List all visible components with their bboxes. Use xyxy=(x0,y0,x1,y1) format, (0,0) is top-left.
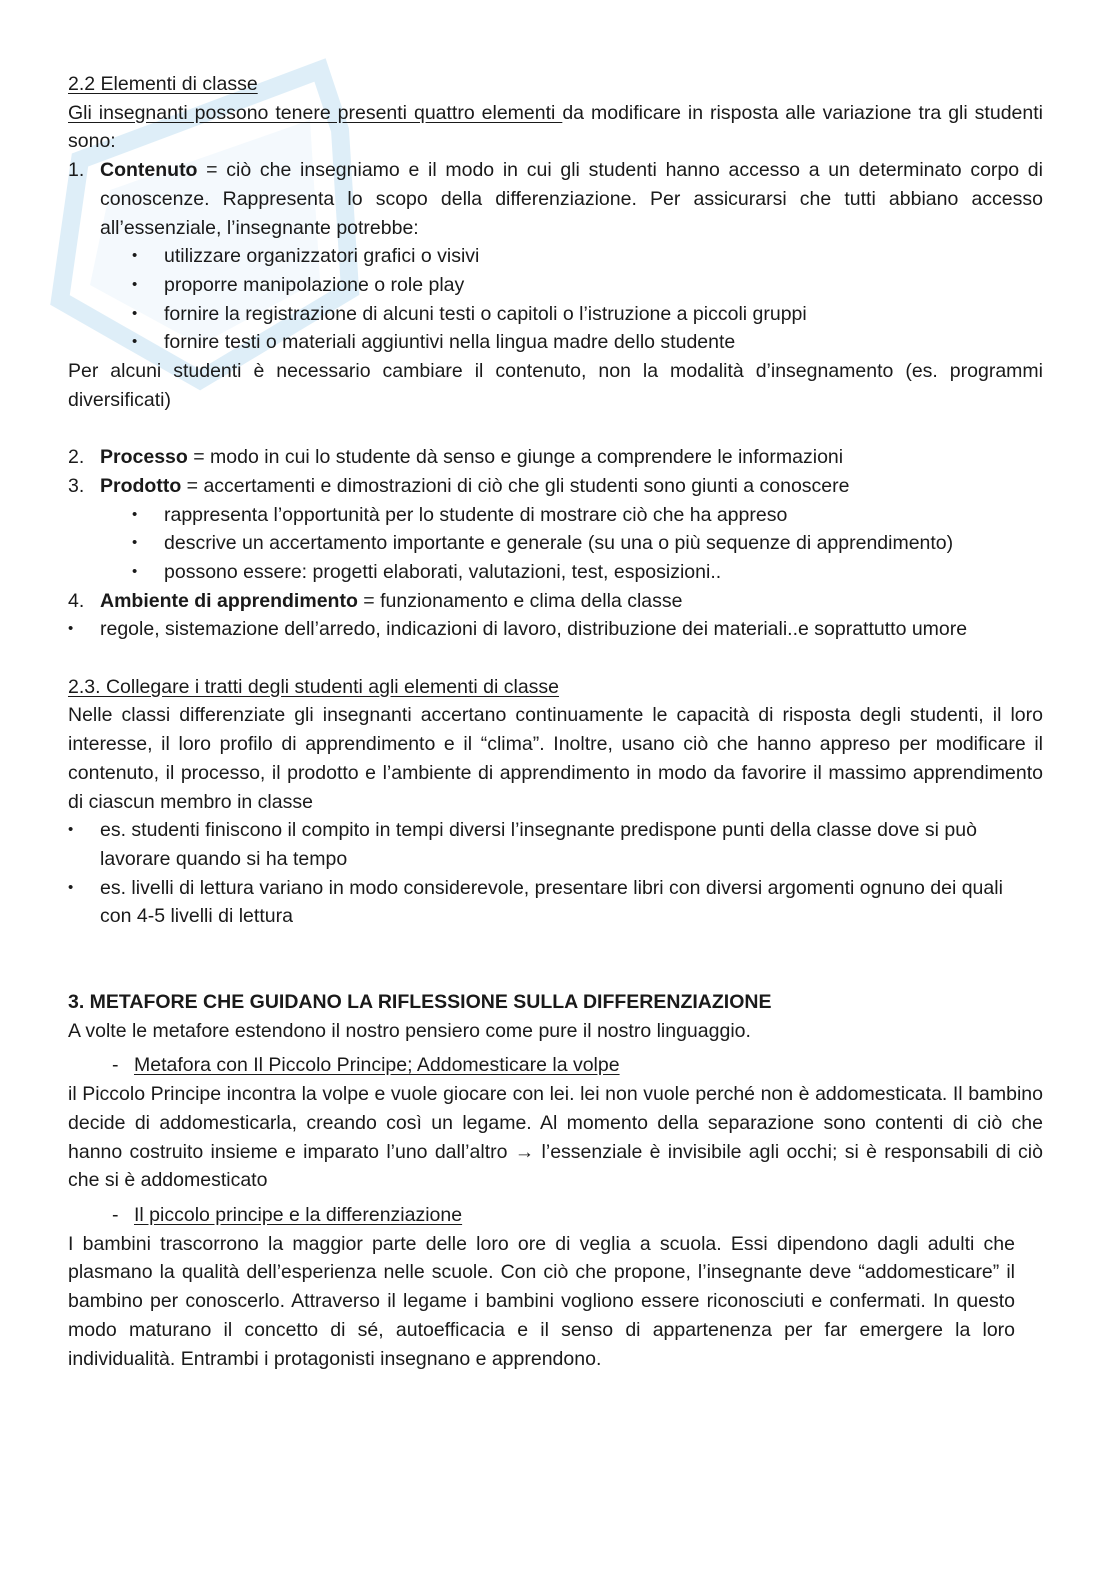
list-item: • proporre manipolazione o role play xyxy=(132,273,465,296)
list-item: • es. studenti finiscono il compito in tempi diversi l’insegnante predispone punti della classe dove si può lavorare quando si ha tempo xyxy=(68,819,977,870)
section-2-3-paragraph: Nelle classi differenziate gli insegnanti accertano continuamente le capacità di risposta degli studenti, il loro interesse, il loro profilo di apprendimento e il “clima”. Inoltre, usano ciò che hanno appreso per modificare il contenuto, il processo, il prodotto e l’ambiente di apprendimento in modo da favorire il massimo apprendimento di ciascun membro in classe xyxy=(68,704,1043,813)
section-heading-2-3: 2.3. Collegare i tratti degli studenti agli elementi di classe xyxy=(68,675,560,698)
list-item: • possono essere: progetti elaborati, valutazioni, test, esposizioni.. xyxy=(132,560,722,583)
subsection-differentiation-text: I bambini trascorrono la maggior parte delle loro ore di veglia a scuola. Essi dipendono dagli adulti che plasmano la qualità dell’esperienza nelle scuole. Con ciò che propone, l’insegnante deve “addomesticare” il bambino per conoscerlo. Attraverso il legame i bambini vogliono essere riconosciuti e confermati. In questo modo maturano il concetto di sé, autoefficacia e il senso di appartenenza per far emergere la loro individualità. Entrambi i protagonisti insegnano e apprendono. xyxy=(68,1232,1015,1370)
section-2-2-note: Per alcuni studenti è necessario cambiare il contenuto, non la modalità d’insegnamento (es. programmi diversificati) xyxy=(68,360,1043,411)
subsection-title-differentiation: - Il piccolo principe e la differenziazione xyxy=(112,1203,463,1226)
document-page xyxy=(68,70,1043,1373)
subsection-fox-text: il Piccolo Principe incontra la volpe e vuole giocare con lei. lei non vuole perché non è addomesticata. Il bambino decide di addomesticarla, creando così un legame. Al momento della separazione sono contenti di ciò che hanno costruito insieme e imparato l’uno dall’altro → l’essenziale è invisibile agli occhi; si è responsabili di ciò che si è addomesticato xyxy=(68,1083,1043,1192)
list-item: • fornire testi o materiali aggiuntivi nella lingua madre dello studente xyxy=(132,331,736,354)
list-item: • es. livelli di lettura variano in modo considerevole, presentare libri con diversi argomenti ognuno dei quali con 4-5 livelli di lettura xyxy=(68,876,1003,928)
list-item: • descrive un accertamento importante e generale (su una o più sequenze di apprendimento) xyxy=(132,532,954,555)
section-heading-3: 3. METAFORE CHE GUIDANO LA RIFLESSIONE SULLA DIFFERENZIAZIONE xyxy=(68,991,772,1014)
section-heading-2-2: 2.2 Elementi di classe xyxy=(68,73,258,95)
section-2-2-intro: Gli insegnanti possono tenere presenti quattro elementi da modificare in risposta alle variazione tra gli studenti sono: xyxy=(68,101,1043,153)
numbered-item-contenuto: 1. Contenuto = ciò che insegniamo e il modo in cui gli studenti hanno accesso a un determinato corpo di conoscenze. Rappresenta lo scopo della differenziazione. Per assicurarsi che tutti abbiano accesso all’essenziale, l’insegnante potrebbe: xyxy=(68,159,1043,239)
section-3-intro: A volte le metafore estendono il nostro pensiero come pure il nostro linguaggio. xyxy=(68,1019,751,1042)
numbered-item-prodotto: 3. Prodotto = accertamenti e dimostrazioni di ciò che gli studenti sono giunti a conoscere xyxy=(68,474,850,497)
list-item: • rappresenta l’opportunità per lo studente di mostrare ciò che ha appreso xyxy=(132,503,788,526)
numbered-item-ambiente: 4. Ambiente di apprendimento = funzionamento e clima della classe xyxy=(68,589,683,612)
list-item: • fornire la registrazione di alcuni testi o capitoli o l’istruzione a piccoli gruppi xyxy=(132,302,807,325)
list-item: • utilizzare organizzatori grafici o visivi xyxy=(132,245,480,268)
arrow-right-icon: → xyxy=(514,1140,535,1163)
subsection-title-fox: - Metafora con Il Piccolo Principe; Addomesticare la volpe xyxy=(112,1054,620,1077)
numbered-item-processo: 2. Processo = modo in cui lo studente dà senso e giunge a comprendere le informazioni xyxy=(68,446,844,469)
list-item: • regole, sistemazione dell’arredo, indicazioni di lavoro, distribuzione dei materiali..e soprattutto umore xyxy=(68,618,968,641)
